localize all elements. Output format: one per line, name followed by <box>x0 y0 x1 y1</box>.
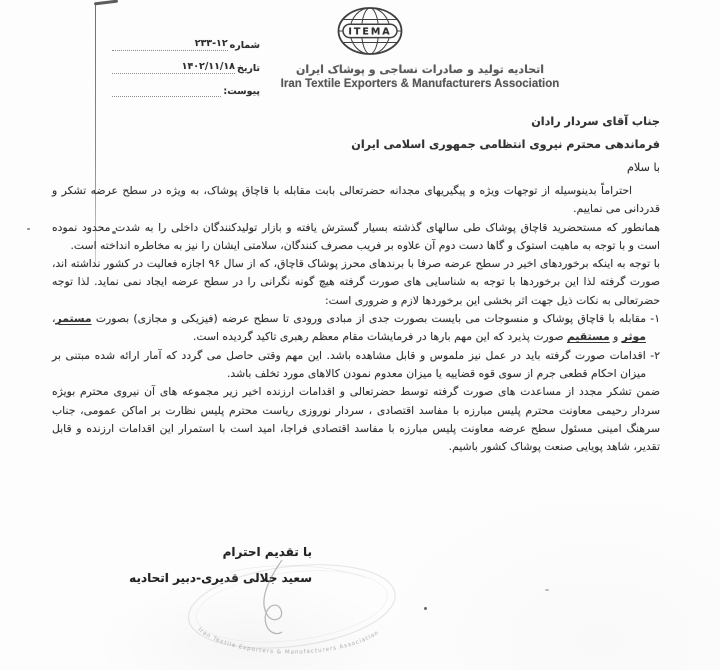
item1-separator: ، <box>52 312 56 326</box>
attachment-value <box>112 83 221 97</box>
number-value: ۲۳۳-۱۲ <box>112 37 228 51</box>
underlined-word-moaser: موثر <box>621 330 646 344</box>
recipient-name: جناب آقای سردار رادان <box>531 115 660 128</box>
salutation: با سلام <box>626 161 660 174</box>
scan-corner-mark <box>94 0 118 5</box>
association-stamp <box>170 558 420 672</box>
pen-signature-stroke <box>264 560 282 634</box>
letter-body <box>52 182 660 456</box>
stamp-graphic <box>170 558 420 668</box>
scan-speck <box>424 607 427 610</box>
item2-number: ۲- <box>650 348 660 362</box>
itema-globe-icon <box>336 6 404 56</box>
field-row-attachment <box>112 74 260 97</box>
item1-conjunction: و <box>613 330 619 344</box>
letterhead-center <box>250 6 590 90</box>
paragraph-closing: ضمن تشکر مجدد از مساعدت های صورت گرفته توسط حضرتعالی و اقدامات ارزنده اخیر زیر مجموعه های آن نیروی محترم بویژه سردار رحیمی معاونت محترم پلیس مبارزه با مفاسد اقتصادی ، سردار نوروزی ریاست محترم پلیس نظارت بر اماکن عمومی، جناب سرهنگ امینی مسئول سطح عرضه معاونت پلیس مبارزه با مفاسد اقتصادی فراجا، امید است با استمرار این اقدامات ارزنده و قابل تقدیر، شاهد پویایی صنعت پوشاک کشور باشیم. <box>52 385 660 454</box>
item1-text-post: صورت پذیرد که این مهم بارها در فرمایشات مقام معظم رهبری تاکید گردیده است. <box>192 330 564 344</box>
scan-speck <box>545 589 549 591</box>
stamp-arc-text: Iran Textile Exporters & Manufacturers Association <box>196 626 381 656</box>
date-value: ۱۴۰۲/۱۱/۱۸ <box>112 60 235 74</box>
org-name-english: Iran Textile Exporters & Manufacturers Association <box>280 78 560 90</box>
recipient-block <box>351 110 660 179</box>
item2-text: اقدامات صورت گرفته باید در عمل نیز ملموس و قابل مشاهده باشد. این مهم وقتی حاصل می گردد که آمار ارائه شده مبتنی بر میزان احکام قطعی جرم از سوی قوه قضاییه یا میزان معدوم نمودن کالاهای مورد تخلف باشد. <box>52 348 646 380</box>
recipient-title: فرماندهی محترم نیروی انتظامی جمهوری اسلامی ایران <box>351 138 660 151</box>
attachment-label: پیوست: <box>223 86 260 97</box>
list-item-1 <box>52 310 660 347</box>
scan-speck <box>27 228 30 230</box>
item1-number: ۱- <box>650 312 660 326</box>
date-label: تاریخ <box>236 63 260 74</box>
itema-logo-text: ITEMA <box>348 26 392 38</box>
number-label: شماره <box>229 40 260 51</box>
signature-name: سعید جلالی قدیری-دبیر اتحادیه <box>129 571 312 585</box>
underlined-word-mostaghim: مستقیم <box>566 330 610 344</box>
globe-logo-wrap <box>200 6 540 60</box>
paragraph-background: همانطور که مستحضرید قاچاق پوشاک طی سالهای گذشته بسیار گسترش یافته و بازار تولیدکنندگان داخلی را به شدت محدود نموده است و با توجه به ماهیت استوک و گاها دست دوم آن علاوه بر فریب مصرف کنندگان، سلامتی ایشان را نیز به مخاطره انداخته است. <box>52 220 660 252</box>
org-name-persian: اتحادیه تولید و صادرات نساجی و پوشاک ایران <box>295 63 545 76</box>
list-item-2 <box>52 347 660 384</box>
item1-text-pre: مقابله با قاچاق پوشاک و منسوجات می بایست بصورت جدی از مبادی ورودی تا سطح عرضه (فیزیکی و مجازی) بصورت <box>95 312 646 326</box>
paragraph-thanks: احتراماً بدینوسیله از توجهات ویژه و پیگیریهای مجدانه حضرتعالی بابت مقابله با قاچاق پوشاک، به ویژه در سطح عرضه تشکر و قدردانی می نماییم. <box>52 184 660 216</box>
paragraph-context: با توجه به اینکه برخوردهای اخیر در سطح عرضه صرفا با برندهای محرز پوشاک قاچاق، که از سال ۹۶ اجازه فعالیت در کشور نداشته اند، صورت گرفته لذا این برخوردها با توجه به شناسایی های صورت گرفته هیچ گونه نگرانی را در سطح عرضه ایجاد نمی نماید. لذا توجه حضرتعالی به نکات ذیل جهت اثر بخشی این برخوردها لازم و ضروری است: <box>52 257 661 307</box>
signature-closing: با تقدیم احترام <box>222 545 312 559</box>
underlined-word-mostamar: مستمر <box>55 312 92 326</box>
